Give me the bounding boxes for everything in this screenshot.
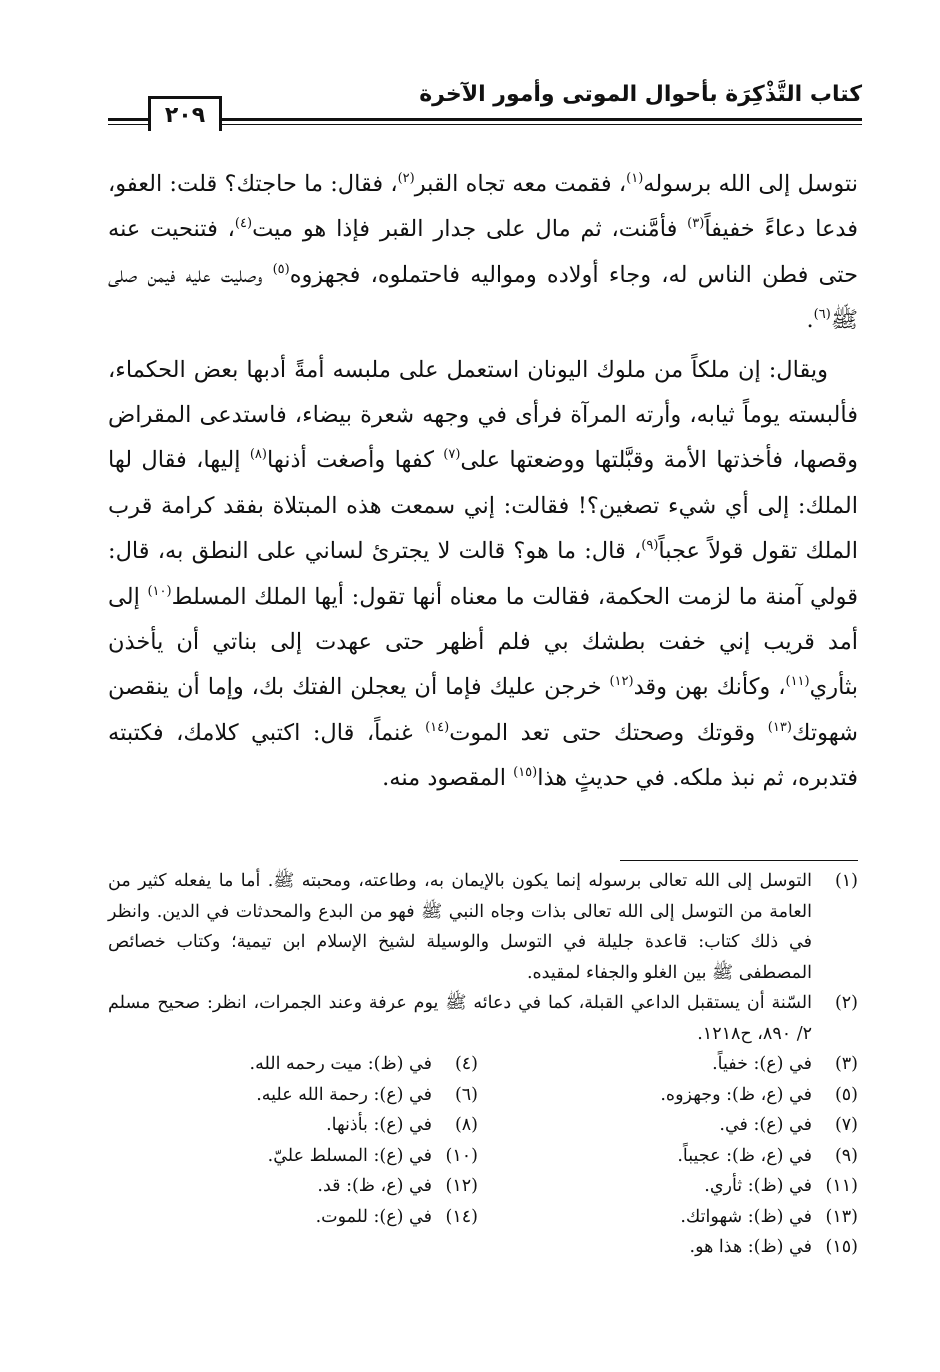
footnote-ref: (١٤)	[425, 719, 450, 735]
footnote-text: في (ع، ظ): وجهزوه.	[660, 1084, 812, 1105]
footnote-number: (٥)	[834, 1084, 858, 1105]
footnote-item	[488, 1232, 858, 1263]
footnote-text: في (ع، ظ): قد.	[317, 1176, 432, 1196]
footnote-number: (٨)	[454, 1115, 478, 1135]
text-run: إلى أمد قريب إني خفت بطشك بي فلم أظهر حتى عهدت إلى بناتي أن يأخذن بثأري	[108, 583, 858, 701]
footnote-item	[108, 1080, 478, 1111]
footnote-item	[488, 1202, 858, 1233]
footnote-ref: (١)	[626, 171, 644, 186]
text-run: المقصود منه.	[382, 765, 514, 792]
footnote-item	[108, 866, 858, 988]
text-run: إليها، فقال لها الملك: إلى أي شيء تصغين؟! فقالت: إني سمعت هذه المبتلاة بفقد كرامة قرب الملك تقول قولاً عجباً	[108, 447, 859, 565]
footnote-item	[488, 1080, 858, 1111]
text-run: ، وكأنك بهن وقد	[633, 674, 786, 701]
page-number: ٢٠٩	[148, 96, 222, 131]
footnote-text: في (ع): بأذنها.	[326, 1115, 432, 1135]
paragraph-2	[108, 348, 858, 802]
paragraph-1	[108, 162, 858, 344]
footnote-number: (١٣)	[825, 1206, 858, 1227]
footnote-item	[108, 988, 858, 1049]
footnote-number: (٦)	[454, 1084, 478, 1105]
footnote-text: في (ع): رحمة الله عليه.	[256, 1084, 432, 1105]
text-run: فأمَّنت، ثم مال على جدار القبر فإذا هو ميت	[252, 216, 688, 243]
footnote-number: (١٠)	[445, 1145, 478, 1166]
text-run: خرجن عليك فإما أن يعجلن الفتك بك، وإما أن ينقصن شهوتك	[108, 674, 858, 746]
footnote-item	[488, 1171, 858, 1202]
text-run: وصليت عليه فيمن صلى ﷺ	[108, 261, 858, 334]
footnote-text: التوسل إلى الله تعالى برسوله إنما يكون بالإيمان به، وطاعته، ومحبته ﷺ. أما ما يفعله كثير من العامة من التوسل إلى الله تعالى بذات وجاه النبي ﷺ فهو من البدع والمحدثات في الدين. وانظر في ذلك كتاب: قاعدة جليلة في التوسل والوسيلة لشيخ الإسلام ابن تيمية؛ وكتاب خصائص المصطفى ﷺ بين الغلو والجفاء لمقيده.	[108, 871, 812, 983]
footnote-item	[108, 1110, 478, 1141]
footnote-ref: (٢)	[397, 171, 415, 186]
text-run: نتوسل إلى الله برسوله	[643, 171, 859, 197]
footnote-text: في (ع): المسلط عليّ.	[267, 1145, 432, 1166]
footnote-ref: (٤)	[234, 216, 253, 232]
footnote-number: (١٢)	[445, 1176, 478, 1196]
footnote-text: في (ظ): شهواتك.	[680, 1206, 812, 1227]
footnote-ref: (٥)	[272, 261, 290, 277]
footnote-item	[488, 1141, 858, 1172]
text-run: ، فقال: ما حاجتك؟ قلت: العفو، فدعا دعاءً خفيفاً	[108, 171, 858, 243]
long-footnotes	[108, 866, 858, 1049]
footnote-text: في (ع): خفياً.	[712, 1054, 812, 1074]
footnote-ref: (١٥)	[513, 765, 538, 781]
footnote-number: (٣)	[834, 1054, 858, 1074]
footnote-number: (٩)	[834, 1145, 858, 1166]
footnote-number: (٢)	[834, 993, 858, 1013]
footnote-item	[108, 1202, 478, 1233]
footnote-text: في (ع): في.	[719, 1115, 812, 1135]
footnote-ref: (٧)	[443, 447, 461, 463]
footnote-number: (١١)	[825, 1176, 858, 1196]
text-run: ، فقمت معه تجاه القبر	[414, 171, 627, 197]
footnote-item	[108, 1049, 478, 1080]
footnote-text: في (ظ): هذا هو.	[689, 1237, 812, 1257]
text-run: غنماً، قال: اكتبي كلامك، فكتبته فتدبره، ثم نبذ ملكه. في حديثٍ هذا	[108, 719, 858, 792]
footnote-text: في (ع): للموت.	[315, 1206, 432, 1227]
footnote-separator	[620, 860, 858, 861]
footnotes	[108, 866, 858, 1263]
footnote-text: السّنة أن يستقبل الداعي القبلة، كما في دعائه ﷺ يوم عرفة وعند الجمرات، انظر: صحيح مسلم ٢/ ٨٩٠، ح١٢١٨.	[108, 993, 812, 1044]
footnote-ref: (٦)	[813, 307, 831, 323]
footnote-text: في (ظ): ثأري.	[704, 1176, 812, 1196]
footnote-number: (١٤)	[445, 1206, 478, 1227]
footnote-number: (٧)	[834, 1115, 858, 1135]
footnote-text: في (ع، ظ): عجيباً.	[677, 1145, 812, 1166]
text-run: ، فتنحيت عنه حتى فطن الناس له، وجاء أولاده ومواليه فاحتملوه، فجهزوه	[108, 216, 858, 288]
text-run: كفها وأصغت أذنها	[266, 447, 444, 474]
footnote-item	[488, 1049, 858, 1080]
footnote-ref: (٩)	[641, 538, 659, 554]
footnote-ref: (١١)	[785, 674, 810, 690]
footnote-number: (٤)	[454, 1054, 478, 1074]
running-header-title: كتاب التَّذْكِرَة بأحوال الموتى وأمور الآخرة	[419, 82, 862, 107]
short-footnotes	[108, 1049, 858, 1263]
text-run: .	[806, 307, 814, 334]
footnote-number: (١٥)	[825, 1237, 858, 1257]
footnote-item	[108, 1141, 478, 1172]
footnote-ref: (٨)	[249, 447, 267, 463]
text-run: ويقال: إن ملكاً من ملوك اليونان استعمل على ملبسه أمةً أدبها بعض الحكماء، فألبسته يوماً ثيابه، وأرته المرآة فرأى في وجهه شعرة بيضاء، فاستدعى المقراض وقصها، فأخذتها الأمة وقبَّلتها ووضعتها على	[108, 356, 858, 474]
footnote-text: في (ظ): ميت رحمه الله.	[249, 1054, 432, 1074]
footnote-item	[108, 1171, 478, 1202]
text-run: وقوتك وصحتك حتى تعد الموت	[449, 719, 768, 746]
main-text	[108, 162, 858, 802]
footnote-ref: (١٣)	[767, 719, 792, 735]
text-run: ، قال: ما هو؟ قالت لا يجترئ لساني على النطق به، قال: قولي آمنة ما لزمت الحكمة، فقالت ما معناه أنها تقول: أيها الملك المسلط	[108, 538, 858, 610]
footnote-number: (١)	[834, 871, 858, 891]
footnote-ref: (١٢)	[609, 674, 634, 690]
footnote-item	[488, 1110, 858, 1141]
footnote-ref: (٣)	[687, 216, 705, 232]
footnote-ref: (١٠)	[147, 583, 172, 599]
